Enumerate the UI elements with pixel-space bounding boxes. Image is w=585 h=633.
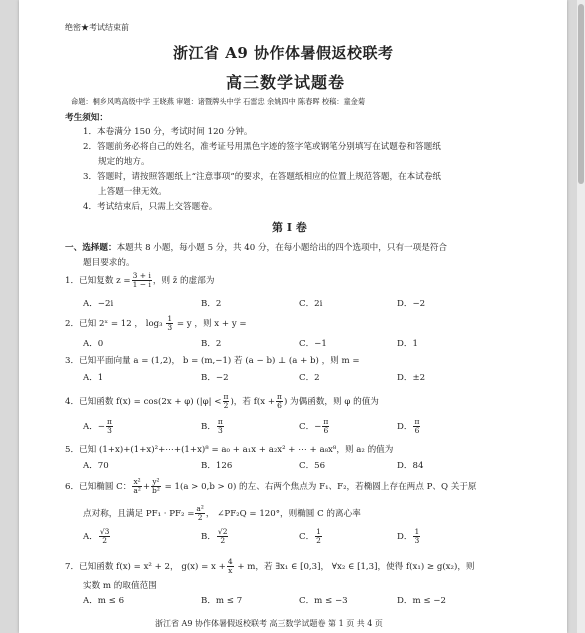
q6-option-c[interactable]: C． $\frac{1}{2}$ [299,527,321,545]
q5-option-d[interactable]: D．84 [397,461,424,471]
notice-2: 2．答题前务必将自己的姓名，准考证号用黑色字迹的签字笔或钢笔分别填写在试题卷和答题纸 [83,142,441,152]
q5-option-a[interactable]: A．70 [83,461,109,471]
question-2: 2．已知 2ˣ = 12 ， log₃ $\frac{1}{3}$ = y ，则 x + y = [65,314,247,332]
question-7-line2: 实数 m 的取值范围 [83,581,157,591]
q5-option-b[interactable]: B．126 [201,461,233,471]
question-5: 5．已知 (1+x)+(1+x)²+⋯+(1+x)⁸ = a₀ + a₁x + a₂x² + ⋯ + a₈x⁸，则 a₂ 的值为 [65,445,394,455]
notice-1: 1．本卷满分 150 分，考试时间 120 分钟。 [83,127,253,137]
q1-option-d[interactable]: D．−2 [397,299,426,309]
q4-option-c[interactable]: C．− $\frac{\pi}{6}$ [299,417,329,435]
q1-fraction: $\frac{3 + i}{1 - i}$ [132,271,151,289]
question-3: 3．已知平面向量 a = (1,2)， b = (m,−1) 若 (a − b) ⊥ (a + b) ，则 m = [65,356,360,366]
question-6: 6．已知椭圆 C： $\frac{\text{x²}}{\text{a²}}$ + $\frac{\text{y²}}{\text{b²}}$ = 1(a > 0,b > 0) 的左、右两个焦点为 F₁、F₂，若椭圆上存在两点 P、Q 关于原 [65,477,477,495]
page-footer: 浙江省 A9 协作体暑假返校联考 高三数学试题卷 第 1 页 共 4 页 [155,619,383,628]
doc-subtitle: 高三数学试题卷 [226,73,346,92]
question-1: 1．已知复数 z = $\frac{3 + i}{1 - i}$ ，则 z̄ 的虚部为 [65,271,215,289]
q5-option-c[interactable]: C．56 [299,461,326,471]
notice-title: 考生须知： [65,113,108,123]
q2-option-a[interactable]: A．0 [83,339,104,349]
q7-option-a[interactable]: A．m ≤ 6 [83,596,125,606]
q6-option-d[interactable]: D． $\frac{1}{3}$ [397,527,420,545]
q7-option-c[interactable]: C．m ≤ −3 [299,596,348,606]
q4-option-a[interactable]: A．− $\frac{\pi}{3}$ [83,417,112,435]
q3-option-b[interactable]: B．−2 [201,373,229,383]
q1-option-c[interactable]: C．2i [299,299,323,309]
question-4: 4．已知函数 f(x) = cos(2x + φ) (|φ| < $\frac{\pi}{2}$ )，若 f(x + $\frac{\pi}{6}$ ) 为偶函数，则 φ 的值为 [65,392,379,410]
q1-option-b[interactable]: B．2 [201,299,222,309]
section-line [65,241,447,253]
q2-option-b[interactable]: B．2 [201,339,222,349]
q1-option-a[interactable]: A．−2i [83,299,114,309]
q2-option-d[interactable]: D．1 [397,339,418,349]
q4-option-d[interactable]: D． $\frac{\pi}{6}$ [397,417,420,435]
section-head: 一、选择题： [65,243,117,253]
doc-title: 浙江省 A9 协作体暑假返校联考 [173,44,394,62]
volume-heading: 第 I 卷 [272,221,307,234]
scrollbar-thumb[interactable] [578,4,584,184]
q2-option-c[interactable]: C．−1 [299,339,327,349]
q6-option-b[interactable]: B． $\frac{√2}{2}$ [201,527,228,545]
q3-option-d[interactable]: D．±2 [397,373,426,383]
section-text-2: 题目要求的。 [83,258,135,268]
notice-3: 3．答题时，请按照答题纸上“注意事项”的要求，在答题纸相应的位置上规范答题，在本试卷纸 [83,172,442,182]
authors-line: 命题：桐乡风鸣高级中学 王晓燕 审题：诸暨牌头中学 石雷忠 余姚四中 陈春晖 校稿：童金菊 [71,97,366,106]
q3-option-c[interactable]: C．2 [299,373,320,383]
section-text: 本题共 8 小题，每小题 5 分，共 40 分，在每小题给出的四个选项中，只有一项是符合 [116,243,448,253]
question-7: 7．已知函数 f(x) = x² + 2， g(x) = x + $\frac{4}{x}$ + m，若 ∃x₁ ∈ [0,3]， ∀x₂ ∈ [1,3]，使得 f(x₁) ≥ g(x₂)，则 [65,557,475,575]
vertical-scrollbar[interactable] [577,0,585,633]
question-6-line2: 点对称，且满足 PF₁ · PF₂ = $\frac{\text{a²}}{2}$ ， ∠PF₂Q = 120°，则椭圆 C 的离心率 [83,504,361,522]
q6-option-a[interactable]: A． $\frac{√3}{2}$ [83,527,110,545]
document-page [19,0,567,633]
notice-3b: 上答题一律无效。 [98,187,167,197]
q7-option-b[interactable]: B．m ≤ 7 [201,596,243,606]
q3-option-a[interactable]: A．1 [83,373,104,383]
q7-option-d[interactable]: D．m ≤ −2 [397,596,446,606]
notice-4: 4．考试结束后，只需上交答题卷。 [83,202,218,212]
q2-fraction: $\frac{1}{3}$ [167,314,173,332]
q4-option-b[interactable]: B． $\frac{\pi}{3}$ [201,417,223,435]
notice-2b: 规定的地方。 [98,157,150,167]
secret-label: 绝密★考试结束前 [65,23,129,32]
